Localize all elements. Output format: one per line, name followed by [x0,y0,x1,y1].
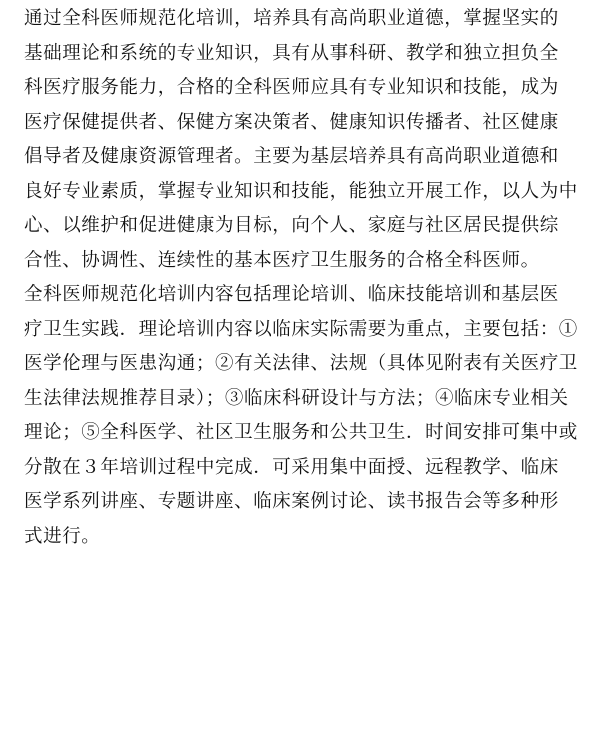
text-line: 科医疗服务能力，合格的全科医师应具有专业知识和技能，成为 [24,77,559,98]
text-line: 式进行。 [24,525,101,547]
text-line: 理论；⑤全科医学、社区卫生服务和公共卫生．时间安排可集中或 [24,422,578,443]
text-line: 全科医师规范化培训内容包括理论培训、临床技能培训和基层医 [24,284,559,305]
text-line: 良好专业素质，掌握专业知识和技能，能独立开展工作，以人为中 [24,180,578,202]
text-line: 医疗保健提供者、保健方案决策者、健康知识传播者、社区健康 [24,111,559,133]
text-line: 基础理论和系统的专业知识，具有从事科研、教学和独立担负全 [24,42,559,64]
document-body [24,2,584,554]
text-line: 医学伦理与医患沟通；②有关法律、法规（具体见附表有关医疗卫 [24,353,578,374]
paragraph-training-goals [24,2,584,278]
text-line: 通过全科医师规范化培训，培养具有高尚职业道德，掌握坚实的 [24,8,559,29]
text-line: 分散在３年培训过程中完成．可采用集中面授、远程教学、临床 [24,456,559,478]
text-line: 倡导者及健康资源管理者。主要为基层培养具有高尚职业道德和 [24,146,559,167]
text-line: 疗卫生实践．理论培训内容以临床实际需要为重点，主要包括：① [24,318,578,340]
text-line: 生法律法规推荐目录）；③临床科研设计与方法；④临床专业相关 [24,387,569,409]
paragraph-training-content [24,278,584,554]
text-line: 合性、协调性、连续性的基本医疗卫生服务的合格全科医师。 [24,249,540,271]
text-line: 心、以维护和促进健康为目标，向个人、家庭与社区居民提供综 [24,215,559,236]
text-line: 医学系列讲座、专题讲座、临床案例讨论、读书报告会等多种形 [24,491,559,512]
